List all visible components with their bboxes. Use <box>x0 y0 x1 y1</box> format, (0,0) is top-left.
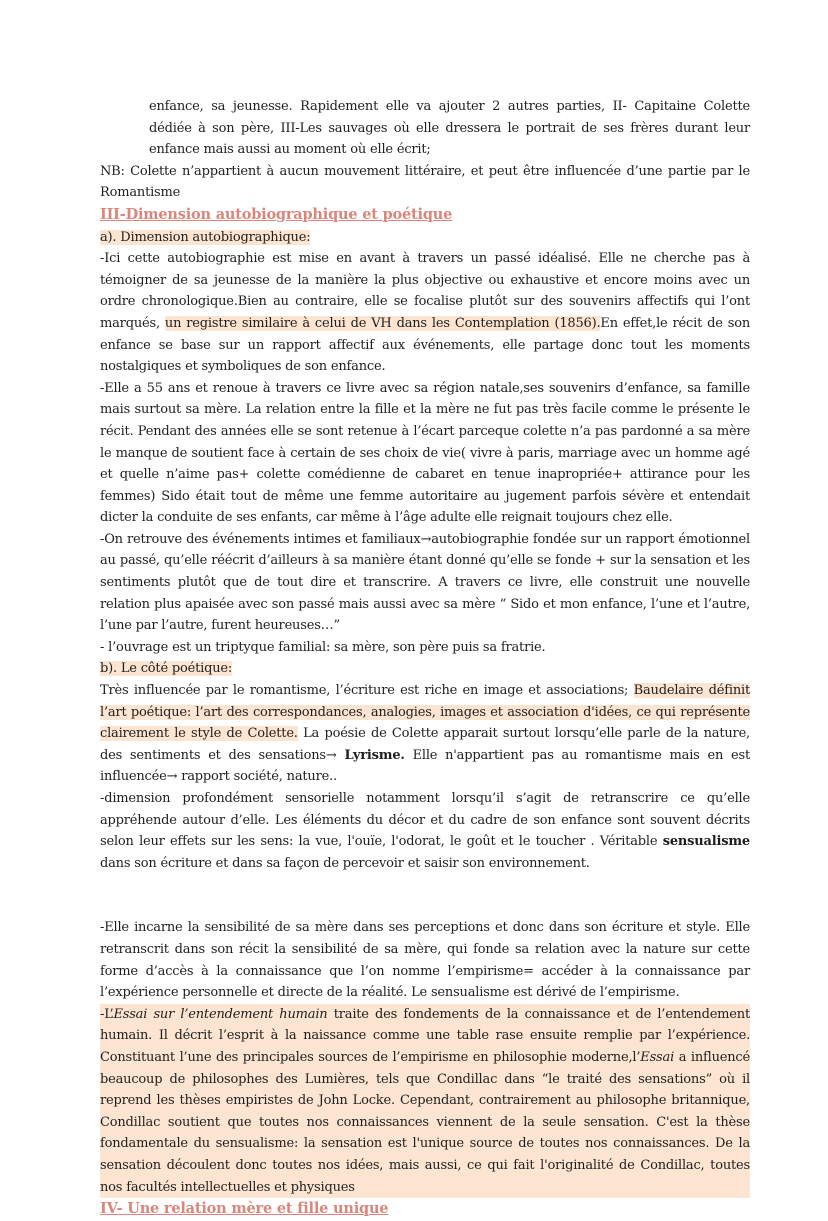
section-4-title: IV- Une relation mère et fille unique <box>100 1200 389 1218</box>
text-run: En effet,le récit de son enfance se base sur un rapport affectif aux événements, elle partage donc tout les moments nostalgiques et symboliques de son enfance. <box>100 315 751 375</box>
paragraph-poetic-2 <box>100 788 750 874</box>
bold-text: Lyrisme. <box>344 747 405 763</box>
italic-title: Essai <box>640 1049 675 1065</box>
text-run: Très influencée par le romantisme, l’écriture est riche en image et associations; <box>100 683 634 699</box>
text-run: a influencé beaucoup de philosophes des Lumières, tels que Condillac dans “le traité des sensations” où il reprend les thèses empiristes de John Locke. Cependant, contrairement au philosophe britannique, Condillac soutient que toutes nos connaissances viennent de la seule sensation. C'est la thèse fondamentale du sensualisme: la sensation est l'unique source de toutes nos connaissances. De la sensation découlent donc toutes nos idées, mais aussi, ce qui fait l'originalité de Condillac, toutes nos facultés intellectuelles et physiques <box>100 1049 751 1195</box>
section-heading <box>100 1198 750 1221</box>
text-run: dans son écriture et dans sa façon de percevoir et saisir son environnement. <box>100 855 590 871</box>
section-3-title: III-Dimension autobiographique et poétique <box>100 205 453 223</box>
spacer <box>100 874 750 917</box>
paragraph-autobio-2: -Elle a 55 ans et renoue à travers ce livre avec sa région natale,ses souvenirs d’enfance, sa famille mais surtout sa mère. La relation entre la fille et la mère ne fut pas très facile comme le présente le récit. Pendant des années elle se sont retenue à l’écart parceque colette n’a pas pardonné a sa mère le manque de soutient face à certain de ses choix de vie( vivre à paris, marriage avec un homme agé et quelle n’aime pas+ colette comédienne de cabaret en tenue inapropriée+ attirance pour les femmes) Sido était tout de même une femme autoritaire au jugement parfois sévère et entendait dicter la conduite de ses enfants, car même à l’âge adulte elle reignait toujours chez elle. <box>100 380 750 526</box>
subsection-a-title: a). Dimension autobiographique: <box>100 229 311 245</box>
bold-text: sensualisme <box>662 834 750 850</box>
paragraph-empirism: -Elle incarne la sensibilité de sa mère dans ses perceptions et donc dans son écriture et style. Elle retranscrit dans son récit la sensibilité de sa mère, qui fonde sa relation avec la nature sur cette forme d’accès à la connaissance que l’on nomme l’empirisme= accéder à la connaissance par l’expérience personnelle et directe de la réalité. Le sensualisme est dérivé de l’empirisme. <box>100 920 750 1001</box>
text-run: -Ici cette autobiographie est mise en avant à travers un passé idéalisé. Elle ne cherche pas à témoigner de sa jeunesse de la manière la plus objective ou exhaustive et encore moins avec un ordre chronologique.Bien au contraire, elle se focalise plutôt sur des souvenirs affectifs qui l’ont marqués, <box>100 251 750 331</box>
text-run: traite des fondements de la connaissance et de l’entendement humain. Il décrit l’esprit à la naissance comme une table rase ensuite remplie par l’expérience. Constituant l’une des principales sources de l’empirisme en philosophie moderne,l’ <box>100 1006 751 1065</box>
paragraph-autobio-1 <box>100 248 750 378</box>
subsection-b-title: b). Le côté poétique: <box>100 661 233 677</box>
subheading <box>100 227 750 249</box>
section-heading <box>100 204 750 227</box>
nb-note: NB: Colette n’appartient à aucun mouvement littéraire, et peut être influencée d’une partie par le Romantisme <box>100 163 750 201</box>
text-run: -dimension profondément sensorielle notamment lorsqu’il s’agit de retranscrire ce qu’elle appréhende autour d’elle. Les éléments du décor et du cadre de son enfance sont souvent décrits selon leur effets sur les sens: la vue, l'ouïe, l'odorat, le goût et le toucher . Véritable <box>100 791 750 850</box>
highlighted-text: un registre similaire à celui de VH dans les Contemplation (1856). <box>164 315 601 331</box>
subheading <box>100 658 750 680</box>
page-content <box>100 96 750 1221</box>
paragraph-poetic-1 <box>100 680 750 788</box>
text-run: La poésie de Colette apparait surtout lorsqu’elle parle de la nature, des sentiments et des sensations→ <box>100 726 750 763</box>
text-run: -L’ <box>100 1006 114 1022</box>
intro-paragraph: enfance, sa jeunesse. Rapidement elle va ajouter 2 autres parties, II- Capitaine Colette dédiée à son père, III-Les sauvages où elle dressera le portrait de ses frères durant leur enfance mais aussi au moment où elle écrit; <box>149 99 750 158</box>
text-run: Elle n'appartient pas au romantisme mais en est influencée→ rapport société, nature.. <box>100 747 750 785</box>
highlighted-text: Baudelaire définit l’art poétique: l’art des correspondances, analogies, images et association d'idées, ce qui représente clairement le style de Colette. <box>100 683 751 742</box>
paragraph-autobio-3: -On retrouve des événements intimes et familiaux→autobiographie fondée sur un rapport émotionnel au passé, qu’elle réécrit d’ailleurs à sa manière étant donné qu’elle se fonde + sur la sensation et les sentiments plutôt que de tout dire et transcrire. A travers ce livre, elle construit une nouvelle relation plus apaisée avec son passé mais aussi avec sa mère “ Sido et mon enfance, l’une et l’autre, l’une par l’autre, furent heureuses…” <box>100 531 750 634</box>
paragraph-autobio-4: - l’ouvrage est un triptyque familial: sa mère, son père puis sa fratrie. <box>100 639 546 655</box>
italic-title: Essai sur l’entendement humain <box>113 1006 328 1022</box>
